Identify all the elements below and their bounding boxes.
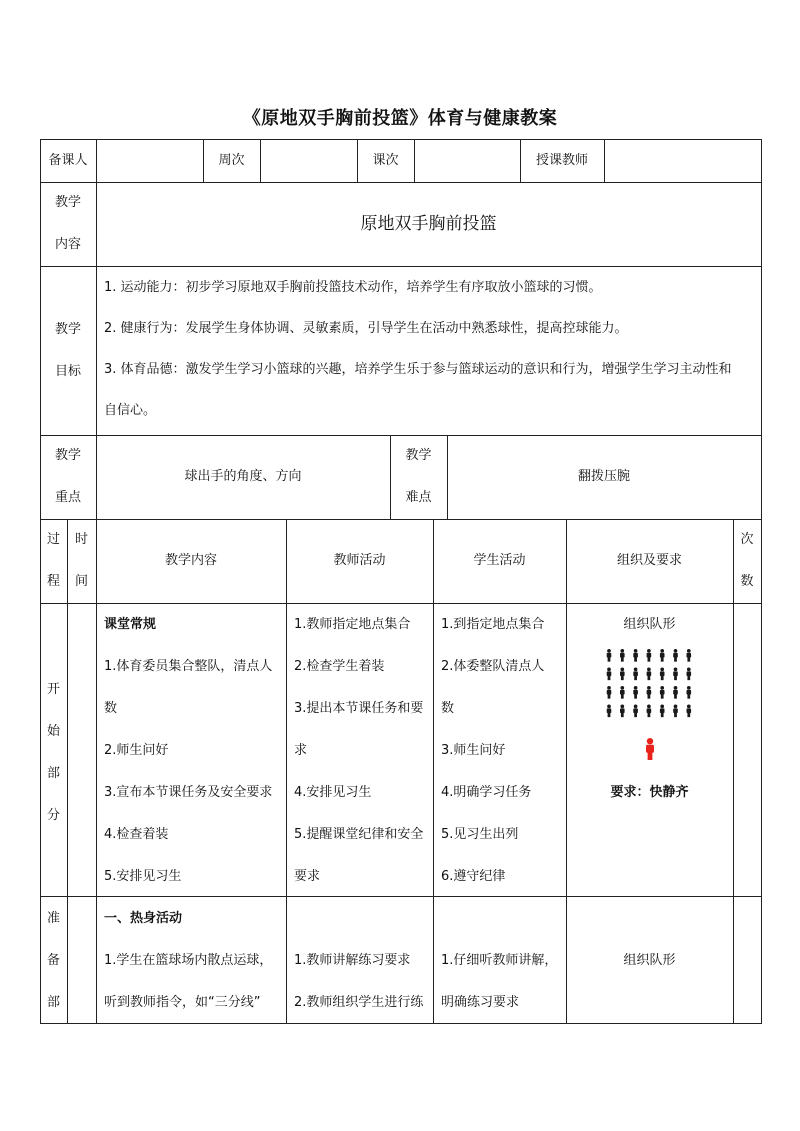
student-figure-icon	[673, 705, 678, 718]
student-figure-icon	[660, 705, 665, 718]
start-teacher-item: 1.教师指定地点集合	[294, 617, 411, 632]
student-figure-icon	[687, 649, 692, 662]
student-figure-icon	[607, 705, 612, 718]
start-teacher	[294, 615, 434, 887]
content-label-line2: 内容	[54, 237, 81, 252]
student-figure-icon	[607, 668, 612, 681]
prep-org-title: 组织队形	[623, 953, 676, 968]
col-student: 学生活动	[473, 553, 526, 568]
formation-diagram	[600, 645, 700, 765]
goals-label-line1: 教学	[54, 321, 81, 337]
start-student-item: 5.见习生出列	[441, 827, 519, 842]
start-teacher-item: 要求	[294, 869, 321, 884]
col-time-line1: 时	[74, 532, 88, 547]
goal-item: 3. 体育品德：激发学生学习小篮球的兴趣，培养学生乐于参与篮球运动的意识和行为，增强学生学习主动性和	[104, 362, 732, 377]
goals-label-line2: 目标	[54, 363, 81, 379]
student-figure-icon	[620, 686, 625, 699]
prep-teacher-item: 2.教师组织学生进行练	[294, 995, 424, 1010]
student-figure-icon	[620, 668, 625, 681]
lesson-label: 课次	[372, 153, 399, 168]
start-section-label	[40, 669, 67, 837]
start-teacher-item: 5.提醒课堂纪律和安全	[294, 827, 424, 842]
difficulty-label-line1: 教学	[405, 448, 432, 463]
prep-char: 准	[46, 911, 60, 926]
student-figure-icon	[660, 686, 665, 699]
prep-section-label	[40, 898, 67, 1024]
start-content-item: 4.检查着装	[104, 827, 169, 842]
start-teacher-item: 求	[294, 743, 308, 758]
col-count	[733, 519, 761, 603]
col-time-line2: 间	[74, 574, 88, 589]
start-char: 始	[46, 724, 60, 739]
prep-char: 部	[46, 995, 60, 1010]
student-figure-icon	[687, 686, 692, 699]
start-teacher-item: 2.检查学生着装	[294, 659, 385, 674]
student-figure-icon	[633, 668, 638, 681]
student-figure-icon	[647, 705, 652, 718]
student-figure-icon	[607, 649, 612, 662]
prep-content-heading: 一、热身活动	[104, 911, 183, 926]
goals-label	[40, 266, 96, 435]
prep-content	[104, 909, 286, 1013]
student-figure-icon	[660, 649, 665, 662]
student-figure-icon	[647, 668, 652, 681]
start-student-item: 6.遵守纪律	[441, 869, 506, 884]
student-figure-icon	[620, 649, 625, 662]
prep-student	[441, 951, 566, 1013]
student-figure-icon	[633, 686, 638, 699]
key-label-line1: 教学	[54, 448, 81, 463]
prep-student-item: 明确练习要求	[441, 995, 520, 1010]
col-organization: 组织及要求	[616, 553, 682, 568]
col-process	[40, 519, 67, 603]
difficulty-label-line2: 难点	[405, 490, 432, 505]
prep-student-item: 1.仔细听教师讲解，	[441, 953, 558, 968]
prep-teacher-item: 1.教师讲解练习要求	[294, 953, 411, 968]
student-figure-icon	[673, 668, 678, 681]
prep-char: 备	[46, 953, 60, 968]
teacher-label: 授课教师	[535, 153, 588, 168]
start-content	[104, 615, 286, 887]
content-label	[40, 182, 96, 266]
col-content: 教学内容	[164, 553, 217, 568]
col-count-line2: 数	[740, 574, 754, 589]
start-content-item: 1.体育委员集合整队，清点人	[104, 659, 273, 674]
goal-item: 1. 运动能力：初步学习原地双手胸前投篮技术动作，培养学生有序取放小篮球的习惯。	[104, 280, 602, 295]
start-char: 开	[46, 682, 60, 697]
start-student-item: 1.到指定地点集合	[441, 617, 545, 632]
goal-item: 2. 健康行为：发展学生身体协调、灵敏素质，引导学生在活动中熟悉球性，提高控球能力。	[104, 321, 628, 336]
prep-content-item: 1.学生在篮球场内散点运球，	[104, 953, 273, 968]
start-content-item: 数	[104, 701, 118, 716]
start-student-item: 数	[441, 701, 455, 716]
start-student-item: 2.体委整队清点人	[441, 659, 545, 674]
goals-list	[104, 278, 758, 421]
key-label	[40, 435, 96, 519]
prep-content-item: 听到教师指令，如“三分线”	[104, 995, 261, 1010]
start-student-item: 3.师生问好	[441, 743, 506, 758]
student-figure-icon	[687, 705, 692, 718]
student-figure-icon	[620, 705, 625, 718]
start-org-requirement: 要求：快静齐	[610, 785, 689, 800]
start-student	[441, 615, 566, 887]
start-org-title: 组织队形	[623, 617, 676, 632]
key-label-line2: 重点	[54, 490, 81, 505]
student-figure-icon	[647, 649, 652, 662]
page-title: 《原地双手胸前投篮》体育与健康教案	[242, 108, 558, 129]
start-teacher-item: 4.安排见习生	[294, 785, 372, 800]
student-figure-icon	[647, 686, 652, 699]
start-char: 分	[46, 808, 60, 823]
content-label-line1: 教学	[54, 195, 81, 210]
week-label: 周次	[218, 153, 245, 168]
content-value: 原地双手胸前投篮	[360, 214, 497, 234]
start-student-item: 4.明确学习任务	[441, 785, 532, 800]
start-content-heading: 课堂常规	[104, 617, 157, 632]
student-figure-icon	[673, 686, 678, 699]
teacher-figure-icon	[646, 738, 654, 760]
goal-item: 自信心。	[104, 403, 157, 418]
col-count-line1: 次	[740, 532, 754, 547]
student-figure-icon	[607, 686, 612, 699]
prep-teacher-label: 备课人	[48, 153, 88, 168]
col-time	[67, 519, 96, 603]
start-content-item: 3.宣布本节课任务及安全要求	[104, 785, 273, 800]
start-char: 部	[46, 766, 60, 781]
student-figure-icon	[660, 668, 665, 681]
difficulty-label	[390, 435, 447, 519]
col-process-line2: 程	[46, 574, 60, 589]
key-point-value: 球出手的角度、方向	[184, 469, 302, 484]
difficulty-value: 翻拨压腕	[577, 469, 630, 484]
start-content-item: 5.安排见习生	[104, 869, 182, 884]
prep-teacher	[294, 951, 434, 1013]
start-teacher-item: 3.提出本节课任务和要	[294, 701, 424, 716]
col-process-line1: 过	[46, 532, 60, 547]
student-figure-icon	[633, 705, 638, 718]
student-figure-icon	[673, 649, 678, 662]
col-teacher: 教师活动	[333, 553, 386, 568]
student-figure-icon	[633, 649, 638, 662]
student-figure-icon	[687, 668, 692, 681]
start-content-item: 2.师生问好	[104, 743, 169, 758]
